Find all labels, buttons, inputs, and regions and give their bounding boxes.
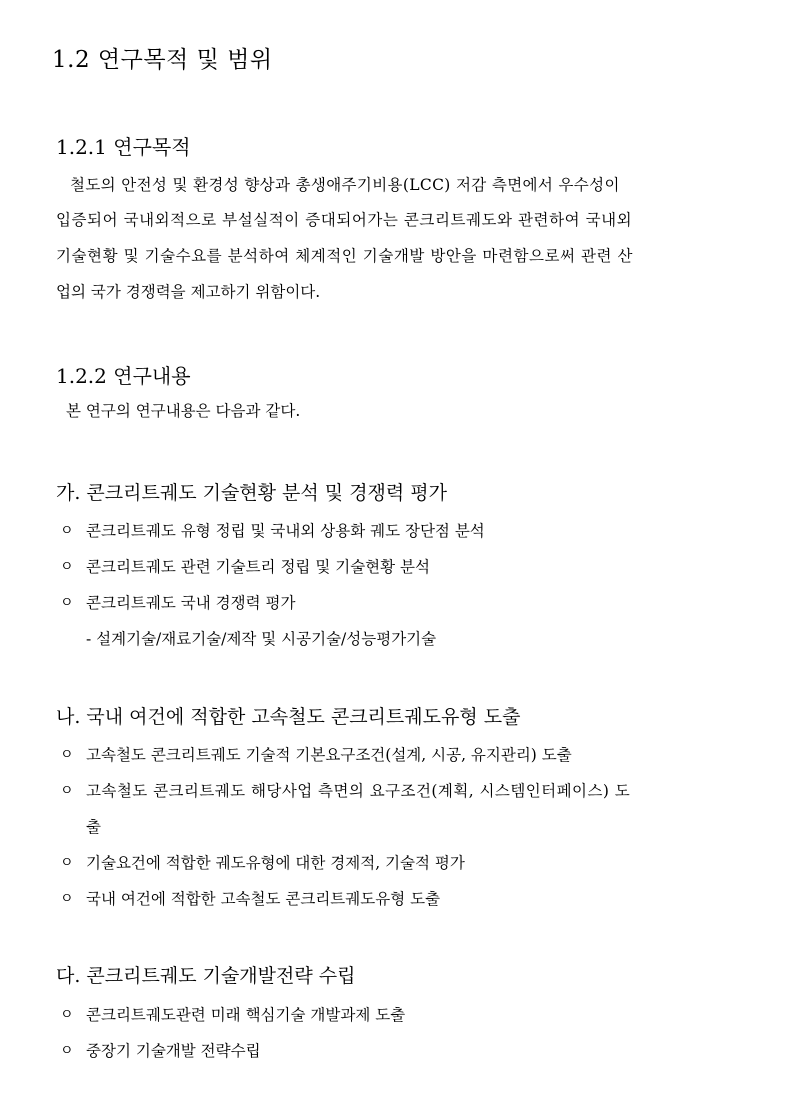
bullet-icon: ㅇ <box>60 891 74 907</box>
section-title: 1.2 연구목적 및 범위 <box>52 47 273 73</box>
group-na-item-2: 고속철도 콘크리트궤도 해당사업 측면의 요구조건(계획, 시스템인터페이스) 도 <box>86 782 631 800</box>
group-ga-heading: 가. 콘크리트궤도 기술현황 분석 및 경쟁력 평가 <box>56 482 448 504</box>
group-na-item-1: 고속철도 콘크리트궤도 기술적 기본요구조건(설계, 시공, 유지관리) 도출 <box>86 746 572 764</box>
group-da-item-1: 콘크리트궤도관련 미래 핵심기술 개발과제 도출 <box>86 1006 406 1024</box>
bullet-icon: ㅇ <box>60 559 74 575</box>
group-na-item-2-cont: 출 <box>86 818 101 836</box>
bullet-icon: ㅇ <box>60 1043 74 1059</box>
purpose-line-3: 기술현황 및 기술수요를 분석하여 체계적인 기술개발 방안을 마련함으로써 관련 산 <box>56 247 634 265</box>
group-ga-subitem: - 설계기술/재료기술/제작 및 시공기술/성능평가기술 <box>86 630 437 648</box>
group-da-heading: 다. 콘크리트궤도 기술개발전략 수립 <box>56 965 356 987</box>
group-na-heading: 나. 국내 여건에 적합한 고속철도 콘크리트궤도유형 도출 <box>56 706 521 728</box>
content-intro: 본 연구의 연구내용은 다음과 같다. <box>66 402 301 420</box>
bullet-icon: ㅇ <box>60 1007 74 1023</box>
group-na-item-4: 국내 여건에 적합한 고속철도 콘크리트궤도유형 도출 <box>86 890 441 908</box>
group-ga-item-2: 콘크리트궤도 관련 기술트리 정립 및 기술현황 분석 <box>86 558 430 576</box>
content-title: 1.2.2 연구내용 <box>56 364 191 388</box>
purpose-line-2: 입증되어 국내외적으로 부설실적이 증대되어가는 콘크리트궤도와 관련하여 국내외 <box>56 211 633 229</box>
purpose-title: 1.2.1 연구목적 <box>56 135 191 159</box>
bullet-icon: ㅇ <box>60 523 74 539</box>
bullet-icon: ㅇ <box>60 595 74 611</box>
bullet-icon: ㅇ <box>60 783 74 799</box>
group-na-item-3: 기술요건에 적합한 궤도유형에 대한 경제적, 기술적 평가 <box>86 854 465 872</box>
purpose-line-4: 업의 국가 경쟁력을 제고하기 위함이다. <box>56 283 321 301</box>
bullet-icon: ㅇ <box>60 747 74 763</box>
group-ga-item-3: 콘크리트궤도 국내 경쟁력 평가 <box>86 594 296 612</box>
group-ga-item-1: 콘크리트궤도 유형 정립 및 국내외 상용화 궤도 장단점 분석 <box>86 522 485 540</box>
group-da-item-2: 중장기 기술개발 전략수립 <box>86 1042 261 1060</box>
purpose-line-1 <box>70 178 748 194</box>
bullet-icon: ㅇ <box>60 855 74 871</box>
purpose-line-1-text: 철도의 안전성 및 환경성 향상과 총생애주기비용(LCC) 저감 측면에서 우수성이 <box>70 176 620 194</box>
